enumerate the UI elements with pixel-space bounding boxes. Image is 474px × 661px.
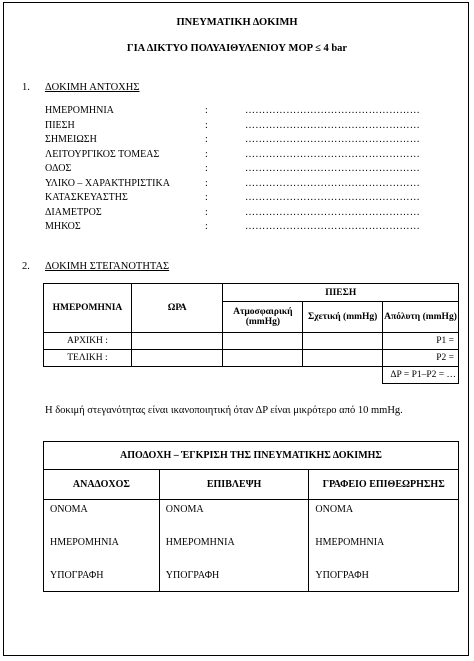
field-value-line[interactable]: …………………………………………… [245, 134, 421, 145]
col-header-supervision: ΕΠΙΒΛΕΨΗ [159, 470, 309, 500]
cell-time-final[interactable] [131, 350, 223, 367]
signature-label[interactable]: ΥΠΟΓΡΑΦΗ [165, 570, 220, 581]
date-label[interactable]: ΗΜΕΡΟΜΗΝΙΑ [315, 537, 385, 548]
subheader-relative: Σχετική (mmHg) [303, 302, 383, 333]
inspection-office-cell [309, 500, 459, 592]
date-label[interactable]: ΗΜΕΡΟΜΗΝΙΑ [50, 537, 119, 548]
col-header-date: ΗΜΕΡΟΜΗΝΙΑ [44, 284, 132, 333]
field-colon: : [205, 120, 208, 131]
signature-label[interactable]: ΥΠΟΓΡΑΦΗ [315, 570, 369, 581]
subheader-absolute: Απόλυτη (mmHg) [383, 302, 459, 333]
field-value-line[interactable]: …………………………………………… [245, 178, 421, 189]
table-row-initial [44, 333, 459, 350]
col-header-time: ΩΡΑ [131, 284, 223, 333]
field-label: ΛΕΙΤΟΥΡΓΙΚΟΣ ΤΟΜΕΑΣ [45, 149, 160, 160]
date-label[interactable]: ΗΜΕΡΟΜΗΝΙΑ [165, 537, 235, 548]
field-colon: : [205, 163, 208, 174]
name-label[interactable]: ΟΝΟΜΑ [165, 504, 204, 515]
cell-rel-initial[interactable] [303, 333, 383, 350]
field-value-line[interactable]: …………………………………………… [245, 105, 421, 116]
section2-title: ΔΟΚΙΜΗ ΣΤΕΓΑΝΟΤΗΤΑΣ [45, 261, 170, 272]
field-label: ΣΗΜΕΙΩΣΗ [45, 134, 97, 145]
approval-table [43, 441, 459, 592]
col-header-pressure: ΠΙΕΣΗ [223, 284, 459, 302]
document-title: ΠΝΕΥΜΑΤΙΚΗ ΔΟΚΙΜΗ [176, 17, 298, 28]
cell-p2[interactable]: P2 = [383, 350, 459, 367]
table-row-final [44, 350, 459, 367]
cell-rel-final[interactable] [303, 350, 383, 367]
field-value-line[interactable]: …………………………………………… [245, 149, 421, 160]
cell-atm-final[interactable] [223, 350, 303, 367]
field-value-line[interactable]: …………………………………………… [245, 163, 421, 174]
field-label: ΔΙΑΜΕΤΡΟΣ [45, 207, 102, 218]
row-label-final: ΤΕΛΙΚΗ : [44, 350, 132, 367]
field-colon: : [205, 207, 208, 218]
field-label: ΜΗΚΟΣ [45, 221, 81, 232]
cell-p1[interactable]: P1 = [383, 333, 459, 350]
field-value-line[interactable]: …………………………………………… [245, 120, 421, 131]
field-colon: : [205, 192, 208, 203]
table-row-delta [44, 367, 459, 384]
field-value-line[interactable]: …………………………………………… [245, 207, 421, 218]
field-label: ΗΜΕΡΟΜΗΝΙΑ [45, 105, 114, 116]
cell-atm-initial[interactable] [223, 333, 303, 350]
approval-title: ΑΠΟΔΟΧΗ – ΈΓΚΡΙΣΗ ΤΗΣ ΠΝΕΥΜΑΤΙΚΗΣ ΔΟΚΙΜΗΣ [44, 442, 459, 470]
field-colon: : [205, 221, 208, 232]
subheader-atmospheric: Ατμοσφαιρική (mmHg) [223, 302, 303, 333]
cell-time-initial[interactable] [131, 333, 223, 350]
section2-number: 2. [22, 261, 30, 272]
field-label: ΠΙΕΣΗ [45, 120, 75, 131]
signature-label[interactable]: ΥΠΟΓΡΑΦΗ [50, 570, 104, 581]
document-subtitle: ΓΙΑ ΔΙΚΤΥΟ ΠΟΛΥΑΙΘΥΛΕΝΙΟΥ ΜΟΡ ≤ 4 bar [126, 43, 348, 54]
contractor-cell [44, 500, 160, 592]
cell-delta-p[interactable]: ΔP = P1–P2 = … [383, 367, 459, 384]
col-header-contractor: ΑΝΑΔΟΧΟΣ [44, 470, 160, 500]
field-label: ΥΛΙΚΟ – ΧΑΡΑΚΤΗΡΙΣΤΙΚΑ [45, 178, 170, 189]
tightness-table [43, 283, 459, 384]
field-label: ΚΑΤΑΣΚΕΥΑΣΤΗΣ [45, 192, 128, 203]
field-colon: : [205, 105, 208, 116]
col-header-inspection-office: ΓΡΑΦΕΙΟ ΕΠΙΘΕΩΡΗΣΗΣ [309, 470, 459, 500]
tightness-note: Η δοκιμή στεγανότητας είναι ικανοποιητική όταν ΔP είναι μικρότερο από 10 mmHg. [45, 405, 403, 416]
section1-number: 1. [22, 82, 30, 93]
supervision-cell [159, 500, 309, 592]
name-label[interactable]: ΟΝΟΜΑ [315, 504, 354, 515]
field-label: ΟΔΟΣ [45, 163, 72, 174]
field-colon: : [205, 178, 208, 189]
field-value-line[interactable]: …………………………………………… [245, 192, 421, 203]
field-colon: : [205, 149, 208, 160]
section1-title: ΔΟΚΙΜΗ ΑΝΤΟΧΗΣ [45, 82, 140, 93]
row-label-initial: ΑΡΧΙΚΗ : [44, 333, 132, 350]
name-label[interactable]: ΟΝΟΜΑ [50, 504, 88, 515]
field-value-line[interactable]: …………………………………………… [245, 221, 421, 232]
field-colon: : [205, 134, 208, 145]
